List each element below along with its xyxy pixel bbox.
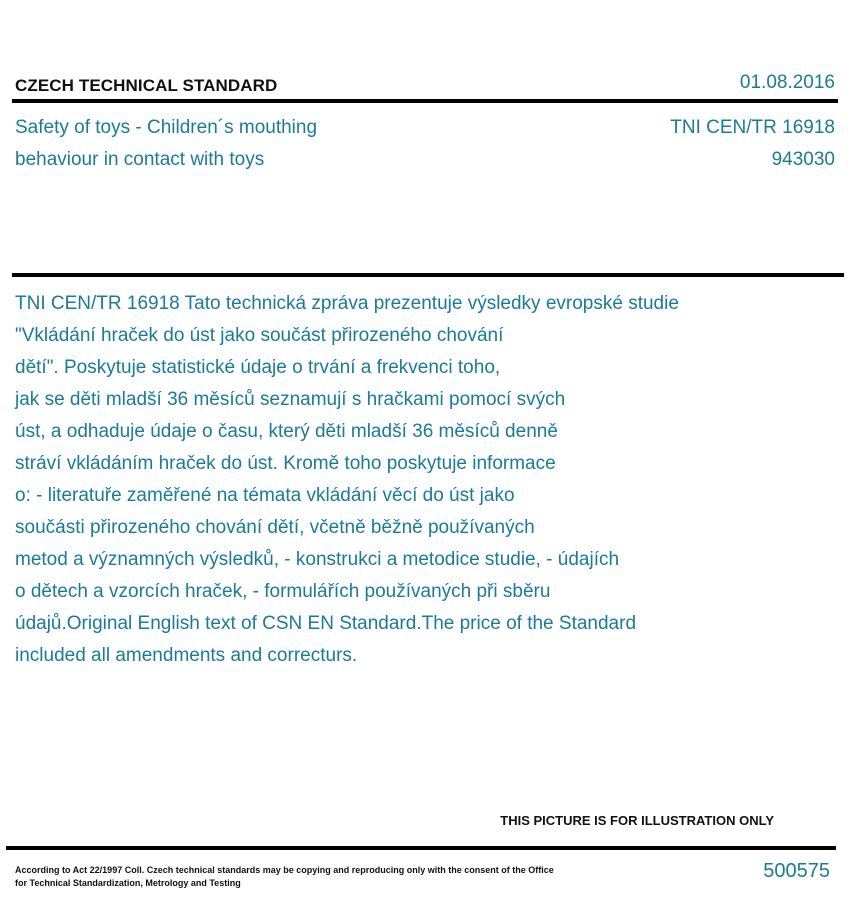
header-divider [12,99,838,103]
issue-date: 01.08.2016 [739,72,835,93]
legal-notice-line-1: According to Act 22/1997 Coll. Czech technical standards may be copying and reproducing only with the consent of the Office [15,865,554,875]
document-code: 500575 [763,860,830,882]
standard-description: TNI CEN/TR 16918 Tato technická zpráva prezentuje výsledky evropské studie "Vkládání hraček do úst jako součást přirozeného chování dětí". Poskytuje statistické údaje o trvání a frekvenci toho, jak se děti mladší 36 měsíců seznamují s hračkami pomocí svých úst, a odhaduje údaje o času, který děti mladší 36 měsíců denně stráví vkládáním hraček do úst. Kromě toho poskytuje informace o: - literatuře zaměřené na témata vkládání věcí do úst jako součásti přirozeného chování dětí, včetně běžně používaných metod a významných výsledků, - konstrukci a metodice studie, - údajích o dětech a vzorcích hraček, - formulářích používaných při sběru údajů.Original English text of CSN EN Standard.The price of the Standard included all amendments and correcturs. [15,293,679,666]
document-type-label: CZECH TECHNICAL STANDARD [15,76,278,95]
standard-number: TNI CEN/TR 16918 [670,117,835,138]
standard-title-line-1: Safety of toys - Children´s mouthing [15,117,318,138]
legal-notice [15,864,605,890]
standard-title-line-2: behaviour in contact with toys [15,149,265,170]
footer-divider [6,846,836,850]
title-divider [12,273,844,277]
illustration-notice: THIS PICTURE IS FOR ILLUSTRATION ONLY [500,813,774,828]
legal-notice-line-2: for Technical Standardization, Metrology and Testing [15,878,241,888]
catalog-number: 943030 [771,149,835,170]
